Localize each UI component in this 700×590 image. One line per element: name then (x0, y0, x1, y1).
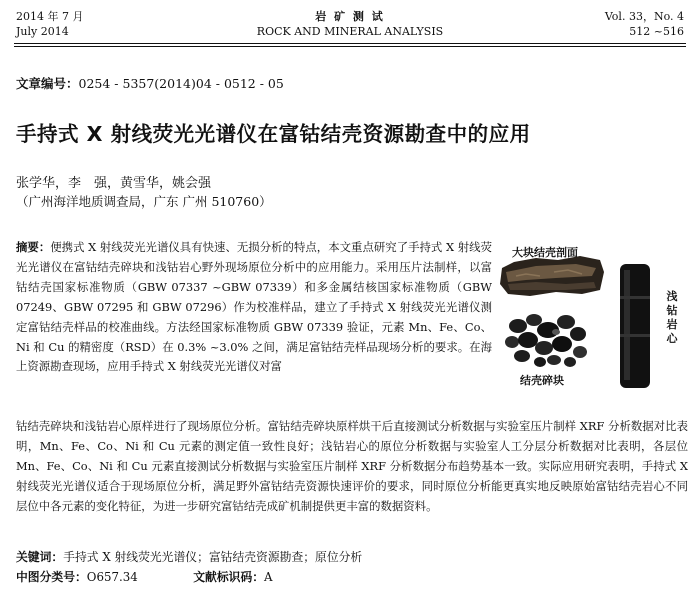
doc-code-label: 文献标识码： (193, 570, 265, 584)
keywords-value: 手持式 X 射线荧光光谱仪；富钴结壳资源勘查；原位分析 (63, 550, 363, 564)
volume-number: Vol. 33，No. 4 (604, 10, 684, 23)
clc-label: 中图分类号： (16, 570, 87, 584)
authors: 张学华，李 强，黄雪华，姚会强 (16, 176, 212, 191)
sample-photo-figure (496, 236, 688, 412)
header-rule-thin (14, 46, 686, 47)
drill-core-image (620, 264, 650, 388)
issue-date-en: July 2014 (16, 25, 69, 38)
article-number-value: 0254 - 5357(2014)04 - 0512 - 05 (78, 76, 284, 91)
abstract-text-part1: 便携式 X 射线荧光光谱仪具有快速、无损分析的特点，本文重点研究了手持式 X 射线荧光光谱仪在富钴结壳碎块和浅钴岩心野外现场原位分析中的应用能力。采用压片法制样，以富钴结壳国家标准物质（GBW 07337 ~GBW 07339）和多金属结核国家标准物质（GBW 07249、GBW 07295 和 GBW 07296）作为校准样品，建立了手持式 X 射线荧光光谱仪测定富钴结壳样品的校准曲线。方法经国家标准物质 GBW 07339 验证，元素 Mn、Fe、Co、Ni 和 Cu 的精密度（RSD）在 0.3% ~3.0% 之间，满足富钴结壳样品现场分析的要求。在海上资源勘查现场，应用手持式 X 射线荧光光谱仪对富 (16, 240, 492, 374)
affiliation: （广州海洋地质调查局，广东 广州 510760） (16, 194, 272, 209)
volume-info (605, 9, 684, 39)
abstract-continued: 钴结壳碎块和浅钴岩心原样进行了现场原位分析。富钴结壳碎块原样烘干后直接测试分析数据与实验室压片制样 XRF 分析数据对比表明，Mn、Fe、Co、Ni 和 Cu 元素的测定值一致性良好；浅钴岩心的原位分析数据与实验室人工分层分析数据对比表明，各层位 Mn、Fe、Co、Ni 和 Cu 元素直接测试分析数据与实验室压片制样 XRF 分析数据分布趋势基本一致。实际应用研究表明，手持式 X 射线荧光光谱仪适合于现场原位分析，满足野外富钴结壳资源快速评价的要求，同时原位分析能更真实地反映原始富钴结壳岩心不同层位中各元素的变化特征，为进一步研究富钴结壳成矿机制提供更丰富的数据资料。 (16, 419, 688, 513)
header-rule (14, 43, 686, 44)
keywords (16, 548, 362, 565)
caption-crust-profile: 大块结壳剖面 (512, 246, 578, 259)
page-range: 512 ~516 (629, 25, 684, 38)
paper-title: 手持式 X 射线荧光光谱仪在富钴结壳资源勘查中的应用 (16, 122, 531, 146)
journal-name-en: ROCK AND MINERAL ANALYSIS (256, 25, 444, 38)
keywords-label: 关键词： (16, 550, 64, 564)
classification-line (16, 568, 273, 585)
journal-name-cn: 岩 矿 测 试 (315, 10, 385, 23)
journal-name (0, 9, 700, 39)
clc-value: O657.34 (86, 570, 138, 584)
caption-drill-core: 浅钻岩心 (666, 290, 678, 345)
crust-fragments-image (505, 314, 587, 367)
crust-profile-image (500, 256, 604, 296)
doc-code-value: A (264, 570, 273, 584)
issue-date-cn: 2014 年 7 月 (16, 10, 84, 23)
article-number (16, 74, 284, 92)
abstract (16, 238, 492, 377)
caption-crust-fragments: 结壳碎块 (520, 374, 564, 387)
abstract-label: 摘要： (16, 240, 51, 254)
article-number-label: 文章编号： (16, 76, 79, 91)
